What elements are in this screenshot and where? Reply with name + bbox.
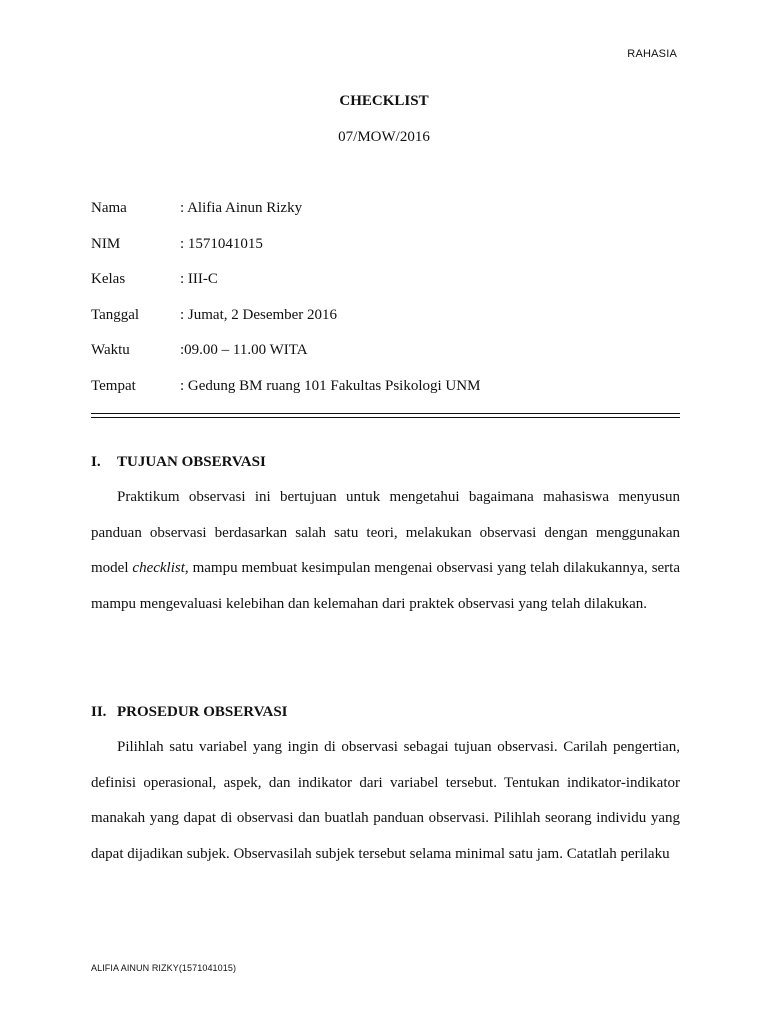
paragraph-text: , mampu membuat kesimpulan mengenai observasi yang telah dilakukannya, serta mampu mengevaluasi kelebihan dan kelemahan dari praktek observasi yang telah dilakukan. [91,560,681,612]
info-label: Tempat [91,377,136,394]
info-value: : III-C [180,271,218,288]
section-title: PROSEDUR OBSERVASI [117,704,288,720]
info-label: Nama [91,200,127,216]
footer-author: ALIFIA AINUN RIZKY(1571041015) [91,963,237,973]
paragraph-prosedur [91,730,680,872]
info-row-kelas [91,271,681,307]
info-row-waktu [91,342,681,378]
info-value: :09.00 – 11.00 WITA [180,342,308,359]
info-label: Kelas [91,271,126,288]
info-value: : Alifia Ainun Rizky [180,200,303,216]
info-label: Tanggal [91,306,140,323]
identity-table [91,200,681,414]
document-title: CHECKLIST [339,93,429,109]
section-heading-tujuan [91,454,266,471]
italic-term: checklist [132,560,185,577]
paragraph-text: Praktikum observasi ini bertujuan untuk mengetahui bagaimana mahasiswa menyusun panduan observasi berdasarkan salah satu teori, melakukan observasi dengan menggunakan model [91,489,680,577]
section-number: II. [91,704,107,720]
info-value: : 1571041015 [180,235,263,252]
section-title: TUJUAN OBSERVASI [117,454,266,470]
double-divider [91,413,680,418]
info-row-tempat [91,378,681,414]
info-label: NIM [91,235,121,252]
classification-label: RAHASIA [627,48,677,60]
info-row-tanggal [91,307,681,343]
document-code: 07/MOW/2016 [338,129,430,145]
info-row-nim [91,236,681,272]
section-number: I. [91,454,101,470]
info-label: Waktu [91,342,130,359]
info-value: : Jumat, 2 Desember 2016 [180,306,338,323]
info-value: : Gedung BM ruang 101 Fakultas Psikologi UNM [180,377,481,394]
section-heading-prosedur [91,704,288,721]
paragraph-tujuan [91,480,680,622]
paragraph-text: Pilihlah satu variabel yang ingin di observasi sebagai tujuan observasi. Carilah pengertian, definisi operasional, aspek, dan indikator dari variabel tersebut. Tentukan indikator-indikator manakah yang dapat di observasi dan buatlah panduan observasi. Pilihlah seorang individu yang dapat dijadikan subjek. Observasilah subjek tersebut selama minimal satu jam. Catatlah perilaku [91,739,680,862]
info-row-nama [91,200,681,236]
